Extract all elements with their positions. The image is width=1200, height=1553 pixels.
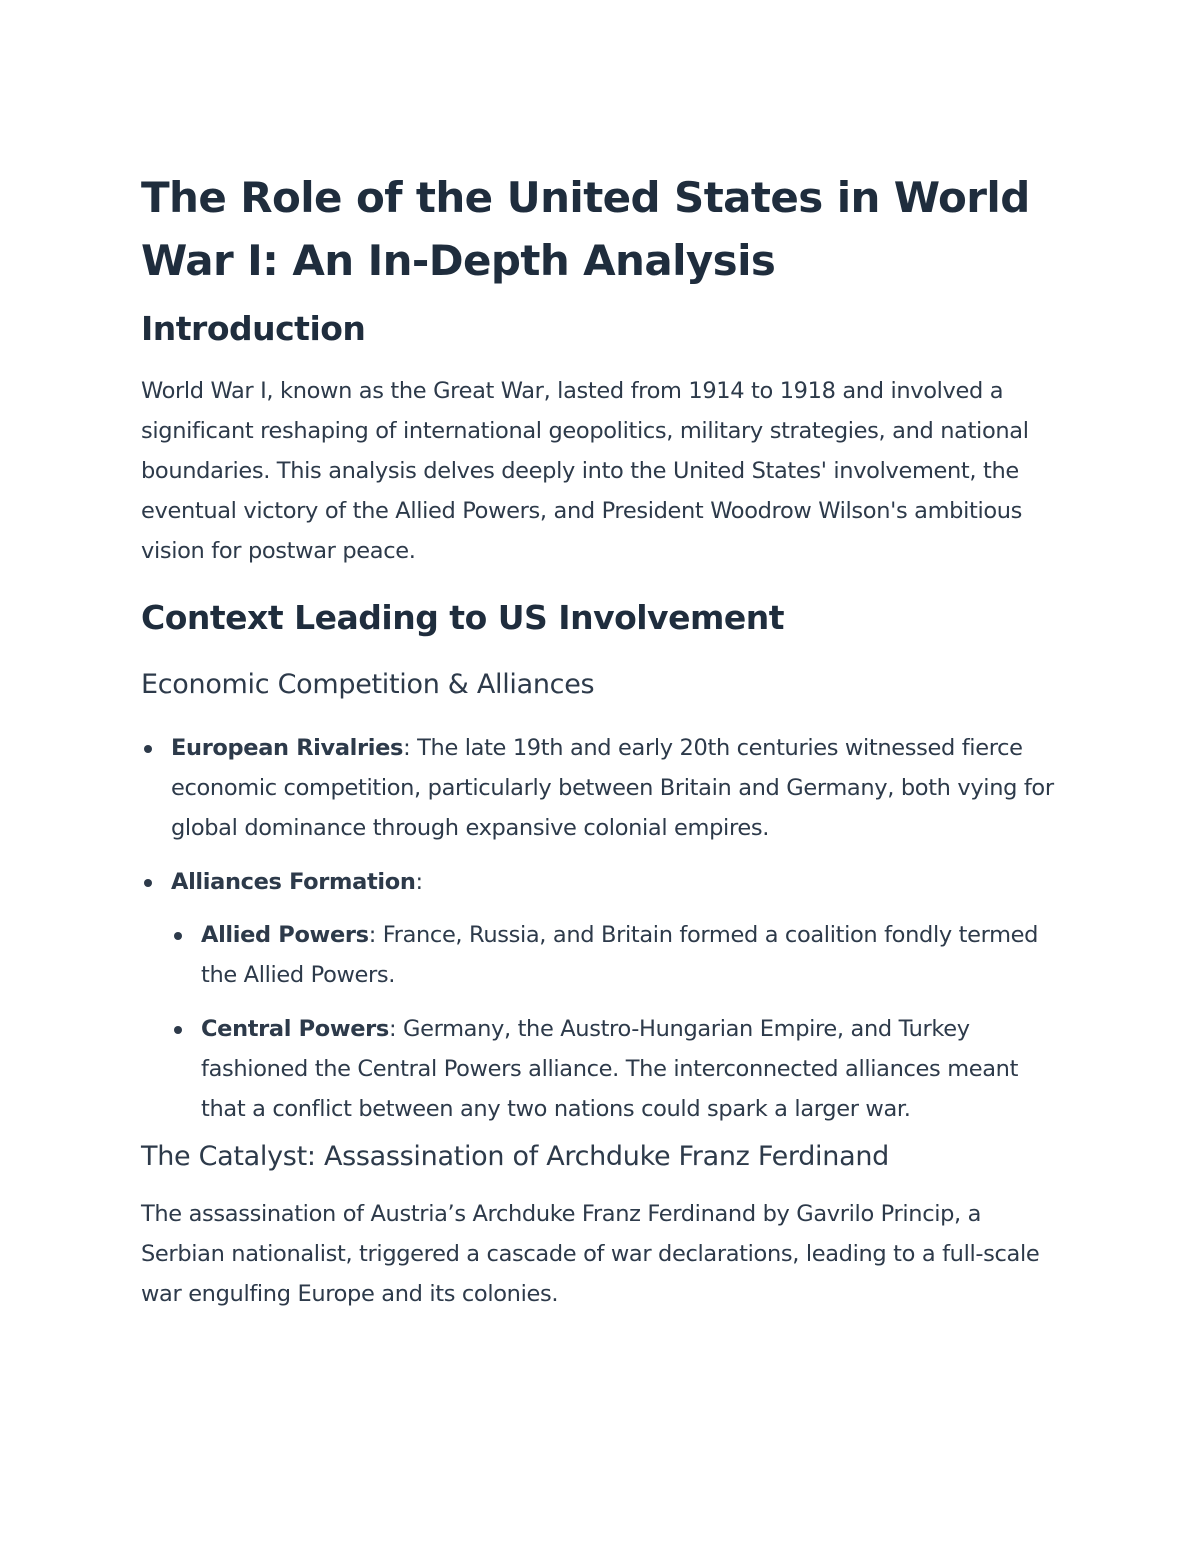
list-item-text: : Germany, the Austro-Hungarian Empire, and Turkey fashioned the Central Powers alliance. The interconnected alliances meant that a conflict between any two nations could spark a larger war. (201, 1016, 1019, 1122)
catalyst-heading: The Catalyst: Assassination of Archduke Franz Ferdinand (141, 1141, 889, 1172)
alliances-sub-list (201, 915, 1061, 1129)
introduction-heading: Introduction (141, 309, 366, 348)
list-item-label: Allied Powers (201, 922, 369, 948)
introduction-paragraph: World War I, known as the Great War, lasted from 1914 to 1918 and involved a significant reshaping of international geopolitics, military strategies, and national boundaries. This analysis delves deeply into the United States' involvement, the eventual victory of the Allied Powers, and President Woodrow Wilson's ambitious vision for postwar peace. (141, 378, 1029, 564)
list-item-label: European Rivalries (171, 735, 404, 761)
list-item-alliances-formation (171, 862, 1061, 1129)
bullet-icon (174, 932, 182, 940)
bullet-icon (144, 745, 152, 753)
bullet-icon (144, 879, 152, 887)
document-page (141, 166, 1061, 1314)
catalyst-paragraph: The assassination of Austria’s Archduke Franz Ferdinand by Gavrilo Princip, a Serbian nationalist, triggered a cascade of war declarations, leading to a full-scale war engulfing Europe and its colonies. (141, 1201, 1040, 1307)
economic-bullet-list (171, 728, 1061, 1129)
bullet-icon (174, 1026, 182, 1034)
list-item-text: : The late 19th and early 20th centuries witnessed fierce economic competition, particularly between Britain and Germany, both vying for global dominance through expansive colonial empires. (171, 735, 1054, 841)
list-item-central-powers (201, 1009, 1061, 1129)
list-item-allied-powers (201, 915, 1061, 995)
context-heading: Context Leading to US Involvement (141, 598, 784, 637)
list-item-text: : France, Russia, and Britain formed a coalition fondly termed the Allied Powers. (201, 922, 1039, 988)
list-item-label: Alliances Formation (171, 869, 416, 895)
list-item-label: Central Powers (201, 1016, 389, 1042)
document-title: The Role of the United States in World War I: An In-Depth Analysis (141, 173, 1030, 285)
list-item-text: : (415, 869, 423, 895)
list-item-european-rivalries (171, 728, 1061, 848)
economic-competition-heading: Economic Competition & Alliances (141, 669, 595, 700)
